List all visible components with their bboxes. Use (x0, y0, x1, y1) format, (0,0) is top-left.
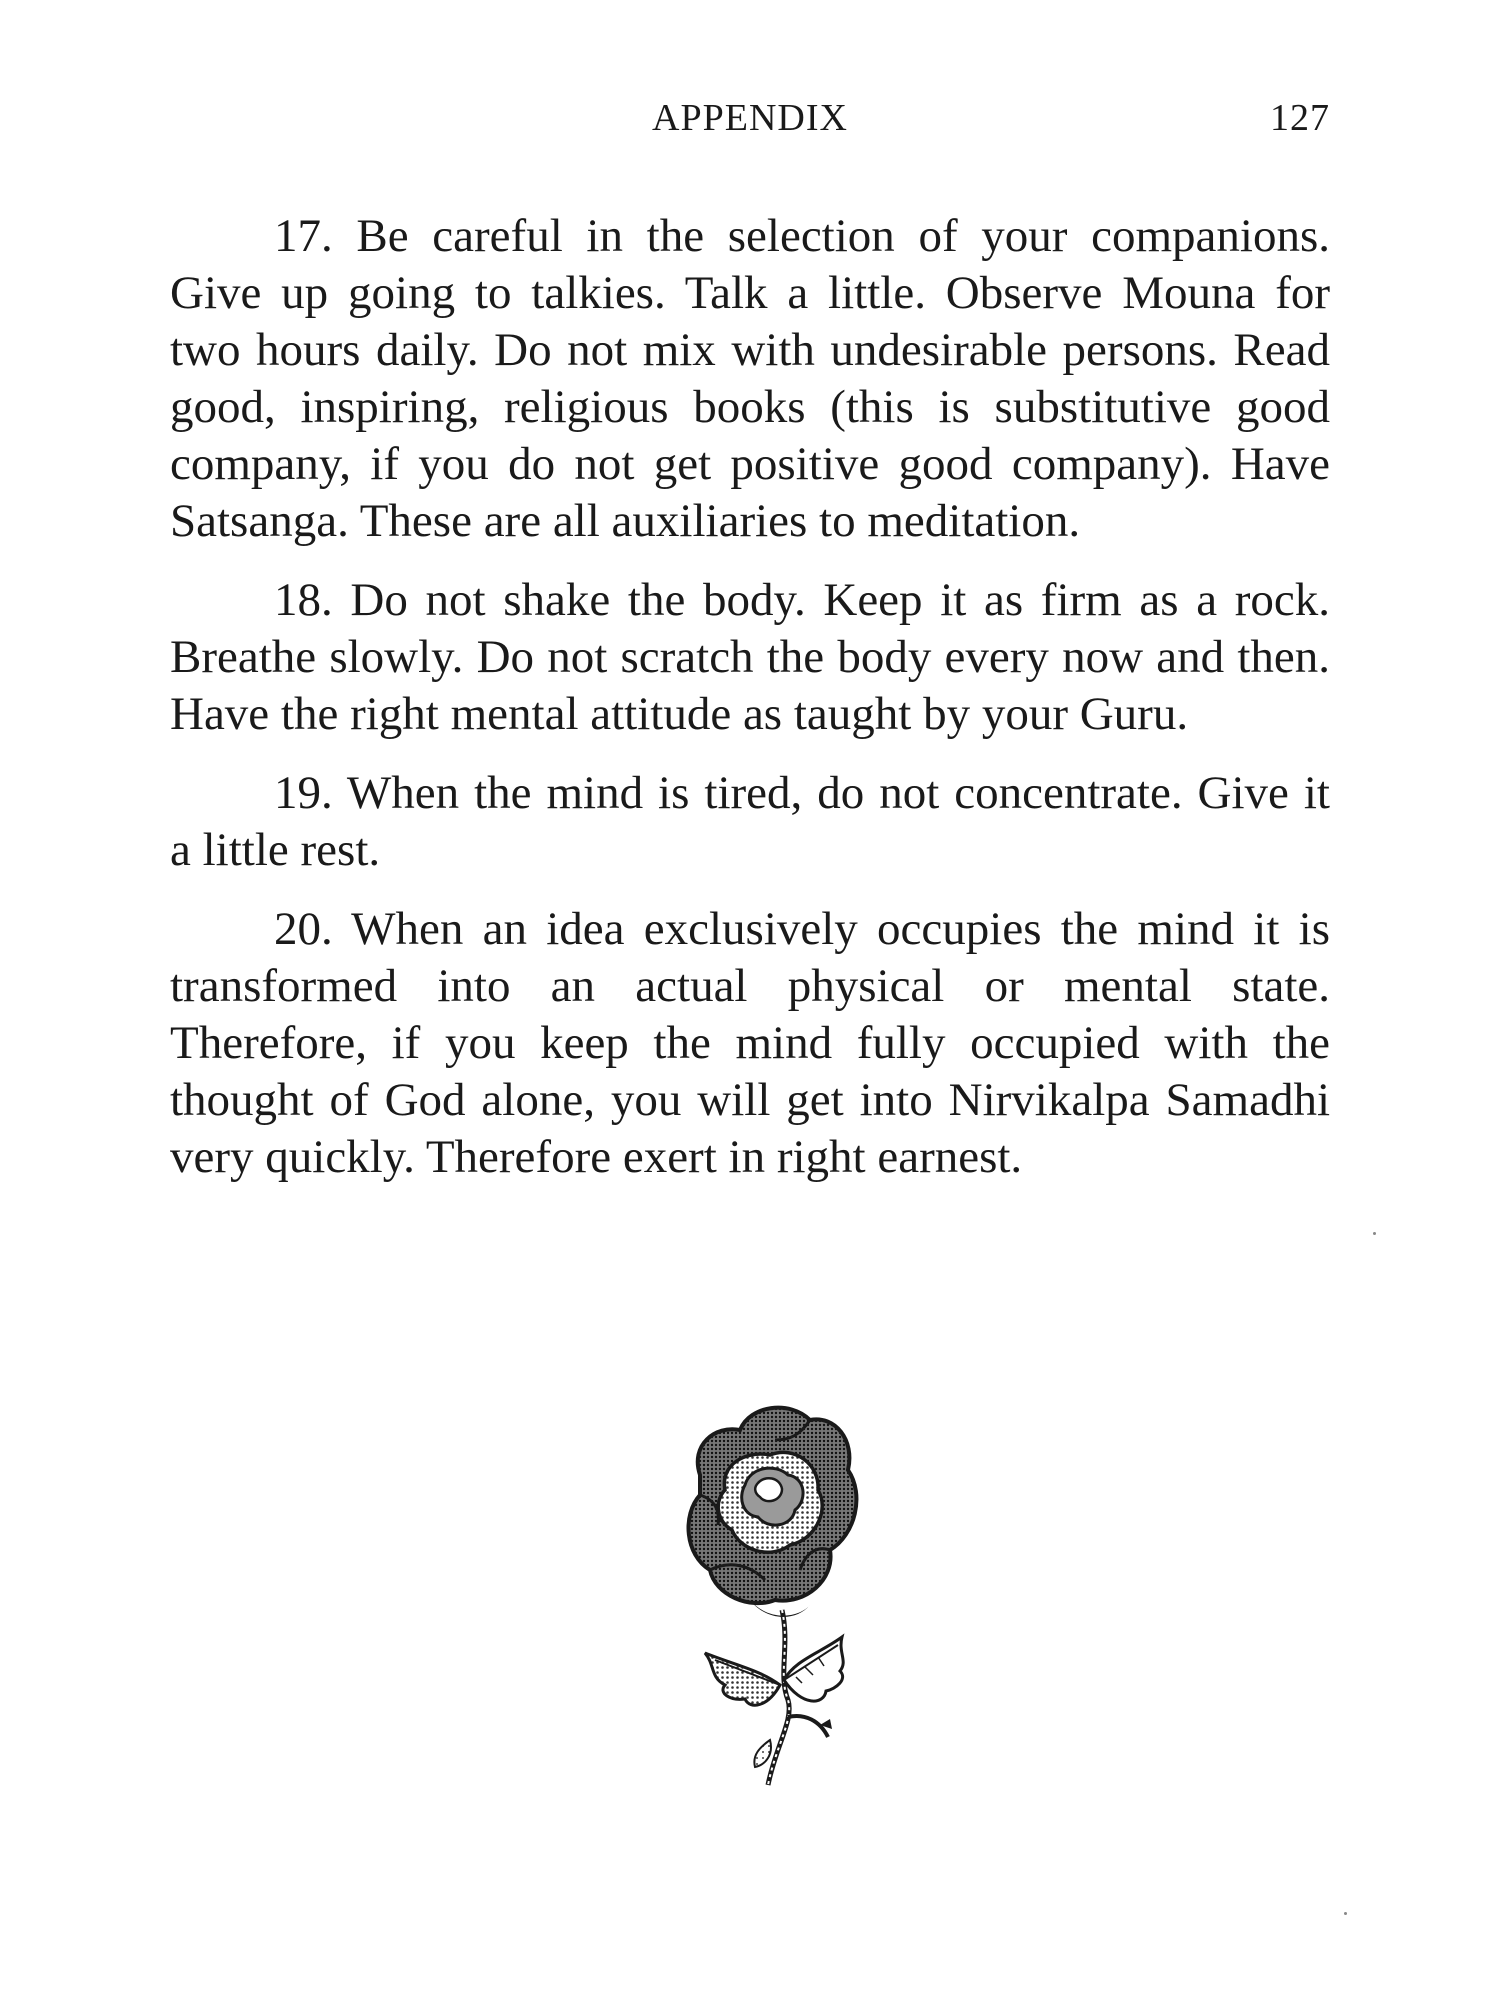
page-number: 127 (1270, 97, 1330, 139)
paragraph-20: 20. When an idea exclusively occupies the mind it is transformed into an actual physical or mental state. Therefore, if you keep the mind fully occupied with the thought of God alone, you will get into Nirvikalpa Samadhi very quickly. Therefore exert in right earnest. (170, 903, 1330, 1183)
print-speck (1373, 1232, 1376, 1235)
rose-ornament-icon (670, 1395, 870, 1790)
paragraph-18: 18. Do not shake the body. Keep it as firm as a rock. Breathe slowly. Do not scratch the body every now and then. Have the right mental attitude as taught by your Guru. (170, 574, 1330, 740)
running-head (170, 96, 1330, 146)
print-speck (1344, 1912, 1347, 1915)
body-text (170, 208, 1330, 1208)
paragraph-19: 19. When the mind is tired, do not concentrate. Give it a little rest. (170, 767, 1330, 876)
running-title: APPENDIX (652, 97, 848, 139)
paragraph-17: 17. Be careful in the selection of your companions. Give up going to talkies. Talk a little. Observe Mouna for two hours daily. Do not mix with undesirable persons. Read good, inspiring, religious books (this is substitutive good company, if you do not get positive good company). Have Satsanga. These are all auxiliaries to meditation. (170, 210, 1330, 547)
